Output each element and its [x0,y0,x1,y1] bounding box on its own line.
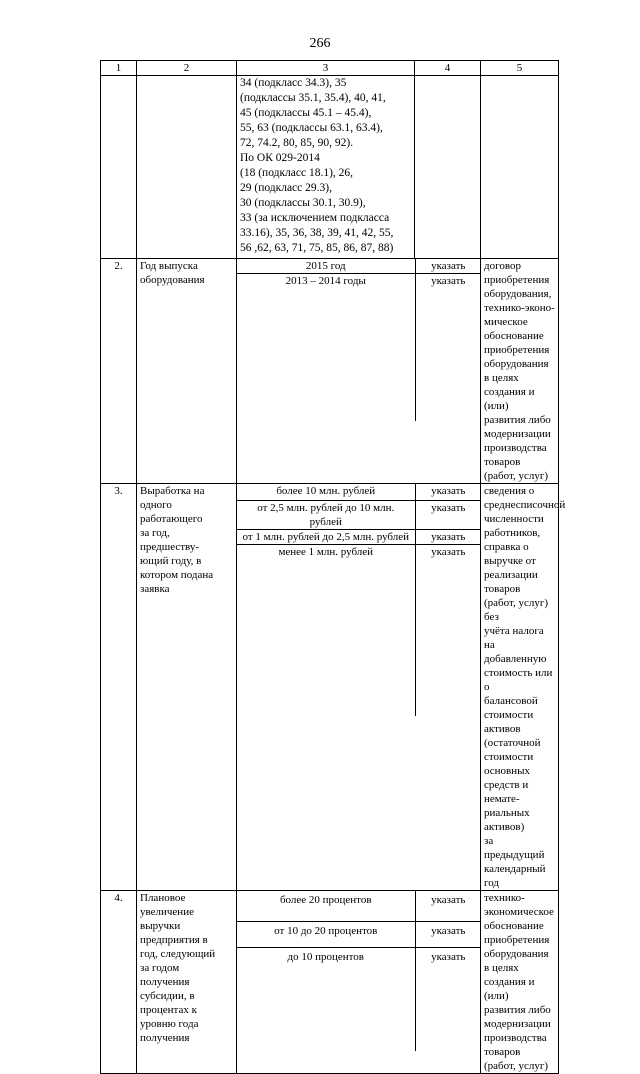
okved-line: 30 (подклассы 30.1, 30.9), [240,197,366,209]
document-line: реализации товаров [484,569,538,595]
document-line: обоснование [484,920,544,932]
criteria-table [100,60,566,1074]
row-number: 2. [101,259,137,484]
criterion-line: увеличение [140,906,194,918]
document-line: риальных активов) [484,807,530,833]
document-line: добавленную [484,653,547,665]
document-line: средств и немате- [484,779,529,805]
option-text: от 1 млн. рублей до 2,5 млн. рублей [237,529,415,544]
document-line: сведения о [484,485,535,497]
row-number: 3. [101,484,137,891]
option-action: указать [415,921,481,947]
document-line: экономическое [484,906,554,918]
okved-line: 29 (подкласс 29.3), [240,182,332,194]
supporting-documents [481,891,559,1074]
option-action: указать [415,529,481,544]
criterion-line: год, следующий [140,948,216,960]
criterion-line: предшеству- [140,541,200,553]
okved-line: 56 ,62, 63, 71, 75, 85, 86, 87, 88) [240,242,394,254]
document-line: среднесписочной [484,499,566,511]
okved-line: 34 (подкласс 34.3), 35 [240,77,347,89]
document-line: технико-эконо- [484,302,555,314]
option-text: менее 1 млн. рублей [237,544,415,716]
page-number: 266 [309,36,331,51]
option-text: от 2,5 млн. рублей до 10 млн. рублей [237,500,415,529]
document-line: технико- [484,892,525,904]
header-cell-5: 5 [481,61,559,76]
header-cell-4: 4 [415,61,481,76]
option-action: указать [415,259,481,274]
document-line: численности [484,513,544,525]
document-line: производства товаров [484,442,547,468]
criterion-line: уровню года [140,1018,199,1030]
criterion-line: Год выпуска [140,260,198,272]
document-line: договор приобретения [484,260,550,286]
option-action: указать [431,275,466,287]
document-line: развития либо [484,414,551,426]
criterion-name [137,484,237,891]
criterion-line: получения [140,1032,190,1044]
criterion-line: работающего [140,513,203,525]
header-cell-1: 1 [101,61,137,76]
document-line: создания и (или) [484,976,535,1002]
criterion-line: заявка [140,583,170,595]
okved-line: По ОК 029-2014 [240,152,320,164]
criterion-line: за год, [140,527,170,539]
criterion-name [137,259,237,484]
document-line: оборудования в целях [484,948,549,974]
option-text: 2013 – 2014 годы [237,274,415,421]
document-line: (работ, услуг) [484,1060,549,1072]
document-line: за предыдущий [484,835,545,861]
option-action: указать [415,891,481,921]
option-text: до 10 процентов [237,947,415,1051]
option-action: указать [431,545,466,558]
okved-line: 33.16), 35, 36, 38, 39, 41, 42, 55, [240,227,394,239]
document-line: работников, справка о [484,527,541,553]
option-text: более 20 процентов [237,891,415,921]
criterion-line: одного [140,499,172,511]
criterion-line: выручки [140,920,181,932]
document-line: стоимость или о [484,667,553,693]
criterion-name [137,891,237,1074]
document-line: приобретения [484,344,550,356]
option-text: 2015 год [237,259,415,274]
okved-line: 72, 74.2, 80, 85, 90, 92). [240,137,354,149]
okved-line: 33 (за исключением подкласса [240,212,390,224]
supporting-documents [481,484,566,891]
table-row-3 [101,484,559,891]
criterion-line: котором подана [140,569,214,581]
document-line: мическое обоснование [484,316,544,342]
option-text: от 10 до 20 процентов [237,921,415,947]
criterion-line: за годом [140,962,180,974]
criterion-line: Плановое [140,892,186,904]
criterion-line: оборудования [140,274,205,286]
criterion-line: ющий году, в [140,555,202,567]
criterion-line: предприятия в [140,934,208,946]
header-cell-3: 3 [237,61,415,76]
document-line: создания и (или) [484,386,535,412]
document-line: модернизации [484,428,551,440]
document-line: производства товаров [484,1032,547,1058]
document-line: балансовой стоимости [484,695,538,721]
document-line: календарный год [484,863,546,889]
document-line: модернизации [484,1018,551,1030]
option-action: указать [431,950,466,963]
okved-line: (18 (подкласс 18.1), 26, [240,167,354,179]
option-text: более 10 млн. рублей [237,484,415,500]
okved-line: 45 (подклассы 45.1 – 45.4), [240,107,372,119]
document-line: оборудования, [484,288,552,300]
supporting-documents [481,259,559,484]
document-line: приобретения [484,934,550,946]
document-line: активов (остаточной [484,723,541,749]
table-row-4 [101,891,559,1074]
document-line: оборудования в целях [484,358,549,384]
criterion-line: процентах к [140,1004,197,1016]
okved-line: 55, 63 (подклассы 63.1, 63.4), [240,122,383,134]
header-row [101,61,559,76]
document-line: стоимости основных [484,751,534,777]
option-action: указать [415,484,481,500]
option-action: указать [415,500,481,529]
okved-line: (подклассы 35.1, 35.4), 40, 41, [240,92,386,104]
table-row-continuation [101,76,559,259]
table-row-2 [101,259,559,484]
document-line: (работ, услуг) [484,470,549,482]
criterion-line: Выработка на [140,485,205,497]
criterion-line: получения [140,976,190,988]
document-line: учёта налога на [484,625,544,651]
row-number: 4. [101,891,137,1074]
criterion-line: субсидии, в [140,990,195,1002]
document-line: выручке от [484,555,536,567]
document-line: развития либо [484,1004,551,1016]
header-cell-2: 2 [137,61,237,76]
document-line: (работ, услуг) без [484,597,549,623]
